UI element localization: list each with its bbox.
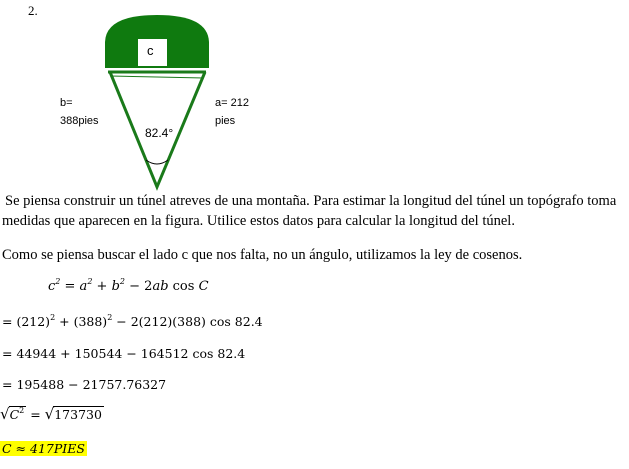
var-C: C [198, 279, 209, 294]
angle-arc [146, 160, 168, 164]
step-2: = 44944 + 150544 − 164512 cos 82.4 [2, 346, 246, 361]
paragraph-1-line-1: Se piensa construir un túnel atreves de una montaña. Para estimar la longitud del túnel un topógrafo toma [5, 193, 617, 209]
op-cos: cos [168, 279, 199, 294]
angle-label: 82.4° [145, 126, 174, 140]
sub-part-1: = (212) [2, 314, 51, 329]
exp: 2 [50, 313, 56, 322]
problem-number: 2. [28, 3, 38, 18]
substitution-step [2, 314, 263, 329]
var-ab: ab [152, 279, 169, 294]
exp: 2 [87, 277, 93, 286]
paragraph-1-line-2: medidas que aparecen en la figura. Utilice estos datos para calcular la longitud del túnel. [2, 213, 515, 229]
label-a-line2: pies [215, 115, 236, 127]
sub-part-3: − 2(212)(388) cos 82.4 [112, 314, 263, 329]
radical-sign: √ [0, 405, 10, 423]
label-b [60, 94, 99, 130]
exp: 2 [107, 313, 113, 322]
sub-part-2: + (388) [55, 314, 108, 329]
result-highlight: C ≈ 417PIES [2, 441, 85, 456]
radicand-left [9, 406, 27, 422]
op-plus: + [92, 279, 112, 294]
op-eq: = [26, 407, 45, 422]
var-c: c [48, 279, 56, 294]
label-a-line1: a= 212 [215, 97, 249, 109]
radical-sign: √ [44, 405, 55, 423]
law-of-cosines [48, 279, 209, 294]
label-a [215, 94, 249, 130]
var-C: C [9, 407, 20, 422]
op-eq: = [60, 279, 80, 294]
exp: 2 [55, 277, 61, 286]
var-b: b [111, 279, 120, 294]
op-minus: − 2 [125, 279, 153, 294]
paragraph-2: Como se piensa buscar el lado c que nos falta, no un ángulo, utilizamos la ley de cosenos. [2, 247, 523, 263]
step-3: = 195488 − 21757.76327 [2, 377, 167, 392]
tunnel-inner-line [110, 76, 204, 78]
square-root-step [0, 405, 104, 423]
var-a: a [79, 279, 88, 294]
exp: 2 [119, 277, 125, 286]
label-c: c [147, 43, 154, 58]
exp: 2 [19, 406, 25, 415]
paragraph-1 [2, 191, 616, 231]
label-b-line1: b= [60, 97, 73, 109]
radicand-right: 173730 [54, 407, 102, 422]
label-b-line2: 388pies [60, 115, 99, 127]
